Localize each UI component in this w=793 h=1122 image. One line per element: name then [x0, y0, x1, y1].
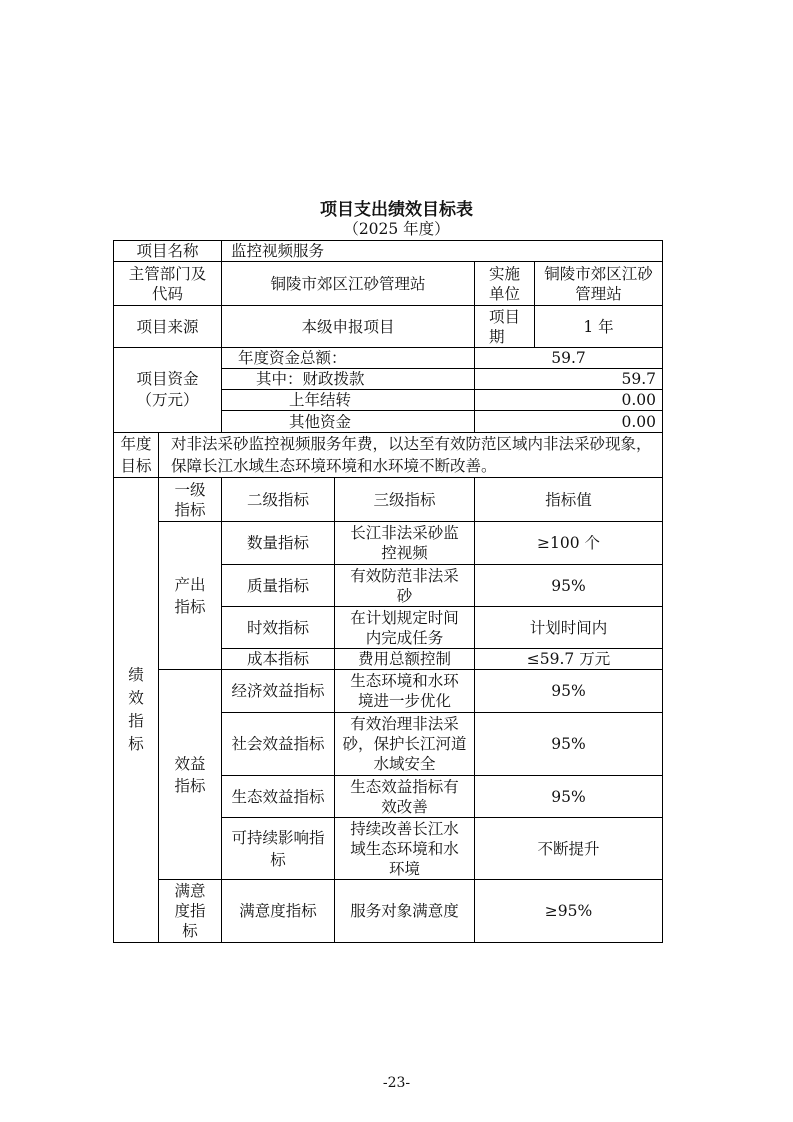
page-title: 项目支出绩效目标表: [320, 200, 473, 220]
funds-item-value: 59.7: [475, 369, 663, 390]
indicator-value-cell: 95%: [475, 776, 663, 818]
indicator-header-row: [114, 478, 663, 522]
level2-cell: 生态效益指标: [222, 776, 335, 818]
project-name-row: [114, 241, 663, 262]
funds-item-label: 年度资金总额：: [222, 348, 475, 369]
indicator-value-cell: ≥95%: [475, 880, 663, 943]
satisfaction-indicators-label: 满意 度指 标: [159, 880, 222, 943]
level2-cell: 经济效益指标: [222, 670, 335, 713]
source-row: [114, 306, 663, 348]
level3-cell: 生态环境和水环 境进一步优化: [335, 670, 475, 713]
department-row: [114, 262, 663, 306]
performance-indicators-label: 绩 效 指 标: [114, 478, 159, 943]
indicator-value-cell: 95%: [475, 713, 663, 776]
level3-cell: 生态效益指标有 效改善: [335, 776, 475, 818]
implementing-unit-value: 铜陵市郊区江砂 管理站: [535, 262, 663, 306]
level2-cell: 满意度指标: [222, 880, 335, 943]
funds-item-value: 0.00: [475, 411, 663, 433]
indicator-value-cell: 计划时间内: [475, 607, 663, 649]
project-period-label: 项目 期: [475, 306, 535, 348]
funds-item-value: 59.7: [475, 348, 663, 369]
page-subtitle: （2025 年度）: [343, 220, 450, 238]
level2-cell: 数量指标: [222, 522, 335, 565]
indicator-value-cell: ≤59.7 万元: [475, 649, 663, 670]
level3-cell: 有效治理非法采 砂，保护长江河道 水域安全: [335, 713, 475, 776]
level3-cell: 费用总额控制: [335, 649, 475, 670]
funds-row-total: [114, 348, 663, 369]
table-row: [114, 522, 663, 565]
table-row: [114, 670, 663, 713]
implementing-unit-label: 实施 单位: [475, 262, 535, 306]
level2-cell: 社会效益指标: [222, 713, 335, 776]
level3-cell: 持续改善长江水 域生态环境和水 环境: [335, 818, 475, 880]
level2-cell: 质量指标: [222, 565, 335, 607]
funds-item-label: 上年结转: [222, 390, 475, 411]
level2-cell: 成本指标: [222, 649, 335, 670]
indicator-value-cell: 95%: [475, 670, 663, 713]
level3-cell: 长江非法采砂监 控视频: [335, 522, 475, 565]
project-name-value: 监控视频服务: [222, 241, 663, 262]
annual-goal-row: [114, 433, 663, 478]
level2-header: 二级指标: [222, 478, 335, 522]
level2-cell: 时效指标: [222, 607, 335, 649]
indicator-value-cell: ≥100 个: [475, 522, 663, 565]
project-source-label: 项目来源: [114, 306, 222, 348]
indicator-value-header: 指标值: [475, 478, 663, 522]
department-label: 主管部门及 代码: [114, 262, 222, 306]
level3-cell: 有效防范非法采 砂: [335, 565, 475, 607]
project-period-value: 1 年: [535, 306, 663, 348]
benefit-indicators-label: 效益 指标: [159, 670, 222, 880]
output-indicators-label: 产出 指标: [159, 522, 222, 670]
funds-item-label: 其中：财政拨款: [222, 369, 475, 390]
page-number: -23-: [382, 1075, 411, 1091]
project-source-value: 本级申报项目: [222, 306, 475, 348]
annual-goal-text: 对非法采砂监控视频服务年费，以达至有效防范区域内非法采砂现象， 保障长江水域生态环境环境和水环境不断改善。: [159, 433, 663, 478]
funds-item-value: 0.00: [475, 390, 663, 411]
level3-header: 三级指标: [335, 478, 475, 522]
department-value: 铜陵市郊区江砂管理站: [222, 262, 475, 306]
funds-item-label: 其他资金: [222, 411, 475, 433]
level2-cell: 可持续影响指 标: [222, 818, 335, 880]
performance-target-table: [113, 240, 663, 943]
project-name-label: 项目名称: [114, 241, 222, 262]
annual-goal-label: 年度 目标: [114, 433, 159, 478]
project-funds-label: 项目资金 （万元）: [114, 348, 222, 433]
indicator-value-cell: 不断提升: [475, 818, 663, 880]
level3-cell: 在计划规定时间 内完成任务: [335, 607, 475, 649]
table-row: [114, 880, 663, 943]
indicator-value-cell: 95%: [475, 565, 663, 607]
level1-header: 一级 指标: [159, 478, 222, 522]
level3-cell: 服务对象满意度: [335, 880, 475, 943]
